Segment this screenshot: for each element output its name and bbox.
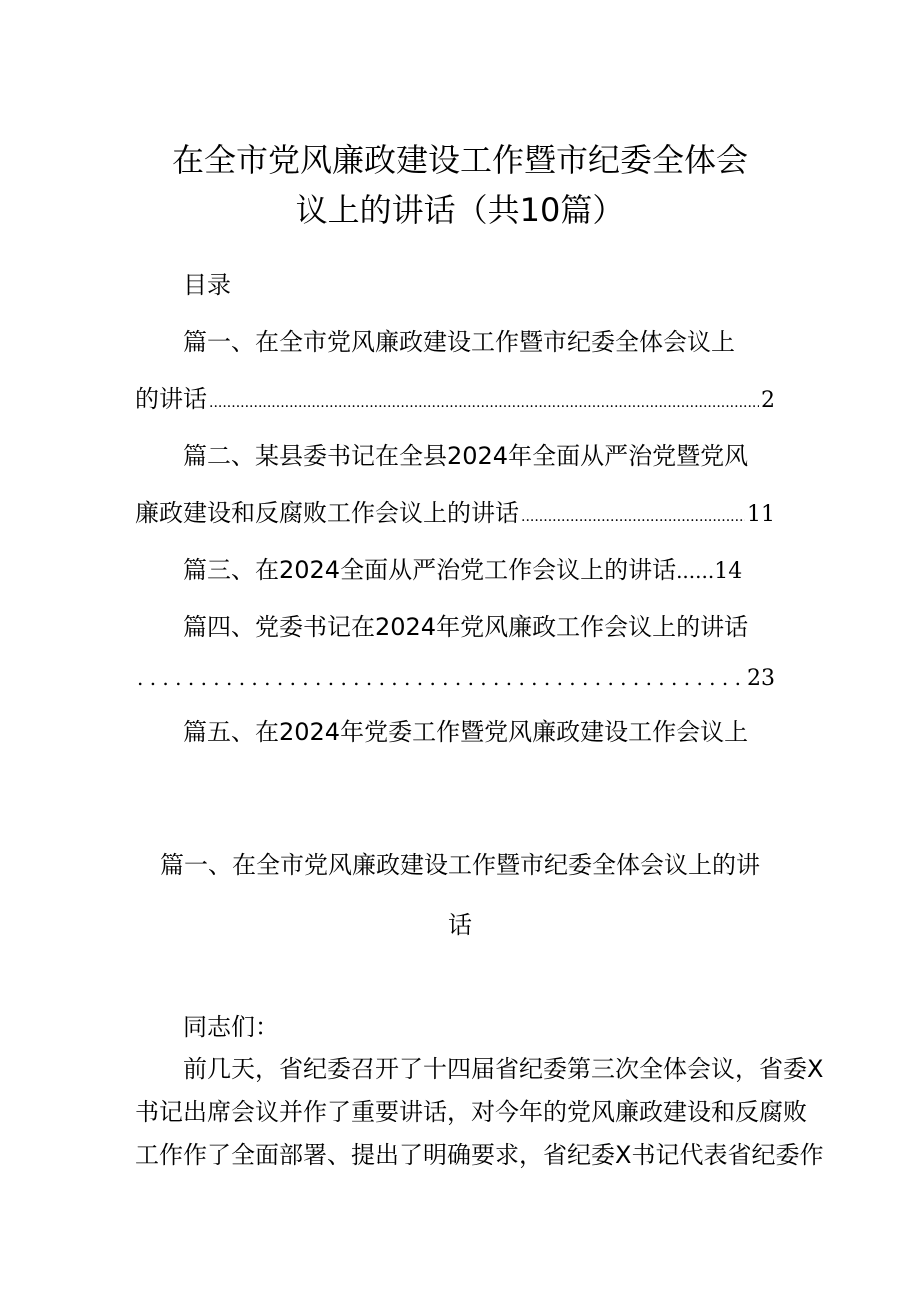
toc-entry-4-line-1[interactable]: 篇四、党委书记在2024年党风廉政工作会议上的讲话: [183, 613, 749, 641]
document-title: [100, 135, 820, 235]
toc-dot-leader: [137, 663, 745, 696]
toc-entry-2-row[interactable]: [135, 498, 775, 532]
toc-entry-2-page: 11: [747, 502, 775, 527]
paragraph-line: 工作作了全面部署、提出了明确要求，省纪委X书记代表省纪委作: [135, 1141, 824, 1169]
toc-entry-3-page: 14: [714, 559, 743, 584]
salutation: 同志们：: [183, 1013, 279, 1041]
paragraph-line: 前几天，省纪委召开了十四届省纪委第三次全体会议，省委X: [183, 1055, 824, 1083]
toc-entry-3-row[interactable]: [183, 555, 742, 587]
paragraph-line: 书记出席会议并作了重要讲话，对今年的党风廉政建设和反腐败: [135, 1098, 807, 1126]
toc-entry-2-line-1[interactable]: 篇二、某县委书记在全县2024年全面从严治党暨党风: [183, 442, 749, 470]
toc-entry-4-row[interactable]: [135, 663, 775, 696]
toc-dot-leader: [209, 388, 759, 418]
toc-entry-1-line-1[interactable]: 篇一、在全市党风廉政建设工作暨市纪委全体会议上: [183, 328, 735, 356]
toc-entry-2-line-2: 廉政建设和反腐败工作会议上的讲话: [135, 499, 519, 527]
document-title-line-1: 在全市党风廉政建设工作暨市纪委全体会: [171, 141, 748, 179]
toc-entry-1-line-2: 的讲话: [135, 385, 207, 413]
document-title-line-2: 议上的讲话（共10篇）: [295, 191, 625, 229]
section-1-title-line-1: 篇一、在全市党风廉政建设工作暨市纪委全体会议上的讲: [160, 851, 760, 879]
toc-entry-1-row[interactable]: [135, 384, 775, 418]
section-1-title-line-2: 话: [448, 911, 472, 939]
toc-entry-4-page: 23: [747, 666, 775, 691]
toc-dot-leader: ......: [676, 559, 715, 583]
toc-entry-1-page: 2: [761, 388, 775, 413]
toc-heading: 目录: [183, 271, 231, 299]
toc-entry-3-title: 篇三、在2024全面从严治党工作会议上的讲话: [183, 556, 677, 584]
toc-dot-leader: [521, 502, 745, 532]
toc-entry-5-line-1[interactable]: 篇五、在2024年党委工作暨党风廉政建设工作会议上: [183, 718, 749, 746]
